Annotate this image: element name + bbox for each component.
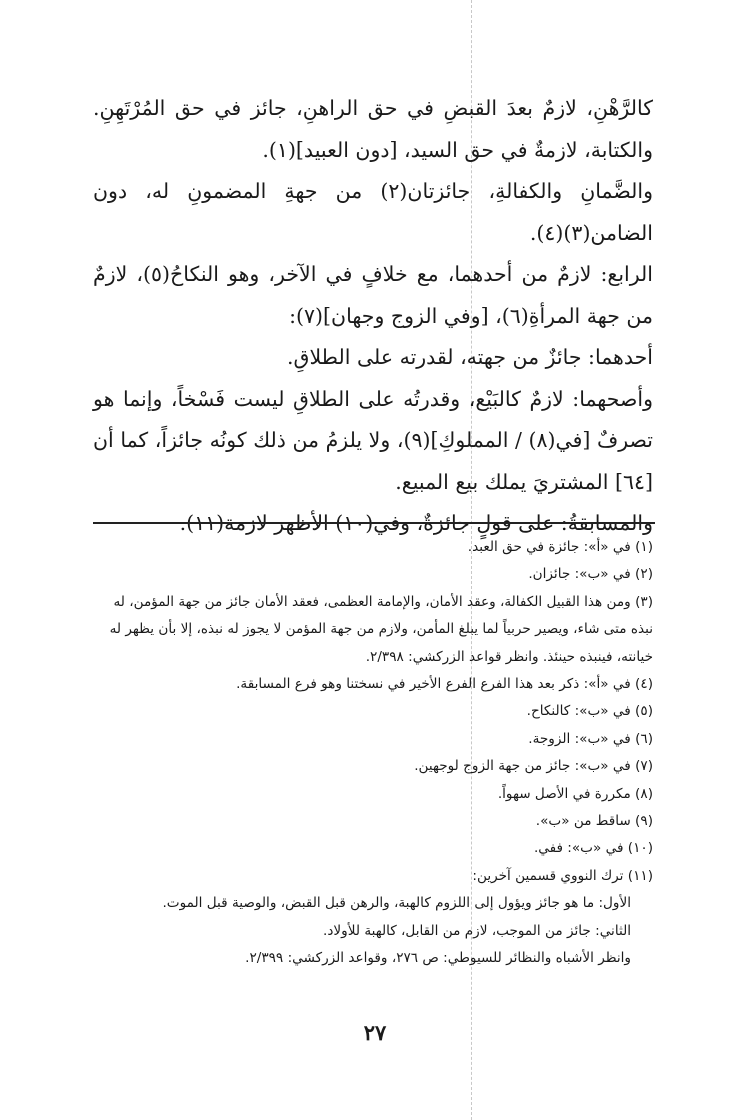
footnote-7: (٧) في «ب»: جائز من جهة الزوج لوجهين. [414, 758, 653, 775]
footnote-separator [93, 522, 655, 524]
paragraph-sound-view: وأصحهما: لازمٌ كالبَيْع، وقدرتُه على الطلاقِ ليست فَسْخاً، وإنما هو تصرفٌ [في(٨) / المملوكِ](٩)، ولا يلزمُ من ذلك كونُه جائزاً، كما أن [٦٤] المشتريَ يملك بيع المبيع. [93, 386, 653, 494]
footnote-11-second: الثاني: جائز من الموجب، لازم من القابل، كالهبة للأولاد. [323, 922, 631, 939]
paragraph-first-view: أحدهما: جائزٌ من جهته، لقدرته على الطلاقِ. [287, 345, 653, 369]
footnote-1: (١) في «أ»: جائزة في حق العبد. [467, 539, 653, 555]
footnotes [93, 534, 653, 973]
footnote-8: (٨) مكررة في الأصل سهواً. [497, 785, 653, 802]
paragraph-daman-kafala: والضَّمانِ والكفالةِ، جائزتان(٢) من جهةِ المضمونِ له، دون الضامن(٣)(٤). [93, 179, 653, 245]
paragraph-fourth-nikah: الرابع: لازمٌ من أحدهما، مع خلافٍ في الآخر، وهو النكاحُ(٥)، لازمٌ من جهة المرأةِ(٦)، [وفي الزوج وجهان](٧): [93, 262, 653, 328]
footnote-11: (١١) ترك النووي قسمين آخرين: [472, 867, 653, 884]
footnote-5: (٥) في «ب»: كالنكاح. [526, 703, 653, 720]
paragraph-musabaqa: والمسابقةُ: على قولٍ جائزةٌ، وفي(١٠) الأظهر لازمة(١١). [179, 511, 653, 535]
paragraph-rahn-kitaba: كالرَّهْنِ، لازمٌ بعدَ القبضِ في حق الراهنِ، جائز في حق المُرْتَهِنِ. والكتابة، لازمةٌ في حق السيد، [دون العبيد](١). [93, 96, 653, 162]
footnote-2: (٢) في «ب»: جائزان. [528, 566, 653, 583]
footnote-11-first: الأول: ما هو جائز ويؤول إلى اللزوم كالهبة، والرهن قبل القبض، والوصية قبل الموت. [162, 895, 631, 912]
footnote-10: (١٠) في «ب»: ففي. [533, 840, 653, 857]
footnote-9: (٩) ساقط من «ب». [535, 813, 653, 830]
footnote-11-refs: وانظر الأشباه والنظائر للسيوطي: ص ٢٧٦، وقواعد الزركشي: ٢/٣٩٩. [245, 950, 631, 967]
footnote-6: (٦) في «ب»: الزوجة. [528, 730, 653, 747]
footnote-4: (٤) في «أ»: ذكر بعد هذا الفرع الفرع الأخير في نسختنا وهو فرع المسابقة. [236, 676, 653, 693]
main-text [93, 88, 653, 545]
page-number: ٢٧ [363, 1020, 387, 1045]
footnote-3: (٣) ومن هذا القبيل الكفالة، وعقد الأمان، والإمامة العظمى، فعقد الأمان جائز من جهة المؤمن، له نبذه متى شاء، ويصير حربياً لما يبلغ المأمن، ولازم من جهة المؤمن لا يجوز له نبذه، إلا بأن يظهر له خيانته، فينبذه حينئذ. وانظر قواعد الزركشي: ٢/٣٩٨. [109, 593, 653, 665]
